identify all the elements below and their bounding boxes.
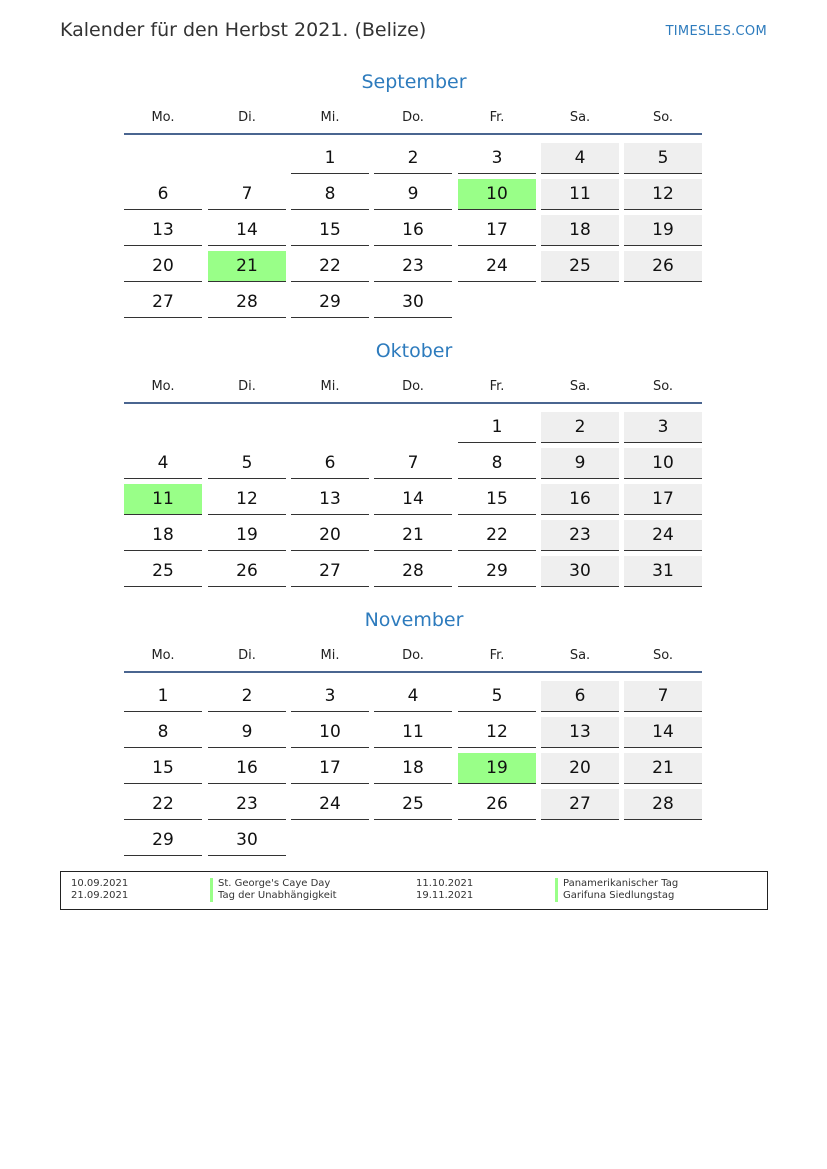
day-cell: 21 [374, 520, 452, 551]
month-title: November [364, 609, 464, 631]
day-cell: 17 [291, 753, 369, 784]
day-cell: 11 [541, 179, 619, 210]
weekday-label: Do. [402, 648, 424, 663]
day-cell: 19 [624, 215, 702, 246]
day-cell: 5 [208, 448, 286, 479]
day-cell: 8 [124, 717, 202, 748]
day-cell: 14 [208, 215, 286, 246]
day-cell: 22 [124, 789, 202, 820]
holiday-legend [60, 871, 768, 910]
day-cell: 30 [374, 287, 452, 318]
day-cell: 1 [124, 681, 202, 712]
day-cell: 21 [624, 753, 702, 784]
weekday-label: Do. [402, 110, 424, 125]
day-cell: 25 [124, 556, 202, 587]
day-cell: 19 [208, 520, 286, 551]
day-cell: 10 [624, 448, 702, 479]
weekday-label: Di. [238, 648, 256, 663]
legend-holiday-name: St. George's Caye Day [218, 878, 331, 889]
day-cell: 1 [291, 143, 369, 174]
day-cell: 12 [458, 717, 536, 748]
weekday-label: Mi. [320, 379, 340, 394]
weekday-label: Mo. [151, 379, 175, 394]
day-cell: 14 [374, 484, 452, 515]
day-cell: 8 [291, 179, 369, 210]
site-link[interactable]: TIMESLES.COM [665, 24, 767, 39]
day-cell: 28 [624, 789, 702, 820]
day-cell: 7 [624, 681, 702, 712]
day-cell: 2 [374, 143, 452, 174]
day-cell: 9 [208, 717, 286, 748]
legend-holiday-name: Tag der Unabhängigkeit [218, 890, 337, 901]
weekday-label: Sa. [569, 110, 591, 125]
holiday-day-cell: 19 [458, 753, 536, 784]
day-cell: 23 [208, 789, 286, 820]
day-cell: 23 [374, 251, 452, 282]
page-title: Kalender für den Herbst 2021. (Belize) [60, 19, 427, 41]
holiday-day-cell: 21 [208, 251, 286, 282]
day-cell: 4 [541, 143, 619, 174]
weekday-label: Fr. [489, 379, 505, 394]
holiday-color-marker [555, 890, 558, 902]
day-cell: 29 [458, 556, 536, 587]
day-cell: 22 [291, 251, 369, 282]
day-cell: 17 [458, 215, 536, 246]
day-cell: 25 [374, 789, 452, 820]
day-cell: 2 [541, 412, 619, 443]
header-divider [124, 671, 702, 673]
day-cell: 29 [291, 287, 369, 318]
weekday-label: Do. [402, 379, 424, 394]
day-cell: 6 [291, 448, 369, 479]
weekday-label: Mi. [320, 648, 340, 663]
day-cell: 15 [458, 484, 536, 515]
day-cell: 17 [624, 484, 702, 515]
weekday-label: Di. [238, 110, 256, 125]
day-cell: 23 [541, 520, 619, 551]
legend-date: 11.10.2021 [416, 878, 474, 889]
holiday-day-cell: 10 [458, 179, 536, 210]
day-cell: 26 [458, 789, 536, 820]
day-cell: 5 [458, 681, 536, 712]
day-cell: 31 [624, 556, 702, 587]
weekday-label: So. [652, 110, 674, 125]
day-cell: 16 [541, 484, 619, 515]
day-cell: 28 [208, 287, 286, 318]
day-cell: 24 [291, 789, 369, 820]
weekday-header [124, 379, 704, 399]
day-cell: 14 [624, 717, 702, 748]
day-cell: 29 [124, 825, 202, 856]
month-title: Oktober [375, 340, 453, 362]
day-cell: 1 [458, 412, 536, 443]
day-cell: 3 [458, 143, 536, 174]
day-cell: 26 [208, 556, 286, 587]
day-cell: 30 [208, 825, 286, 856]
day-cell: 25 [541, 251, 619, 282]
day-cell: 27 [541, 789, 619, 820]
day-cell: 3 [291, 681, 369, 712]
legend-holiday-name: Panamerikanischer Tag [563, 878, 679, 889]
weekday-header [124, 648, 704, 668]
weekday-label: Di. [238, 379, 256, 394]
day-cell: 3 [624, 412, 702, 443]
day-cell: 20 [124, 251, 202, 282]
day-cell: 9 [541, 448, 619, 479]
header-divider [124, 133, 702, 135]
day-cell: 11 [374, 717, 452, 748]
day-cell: 7 [208, 179, 286, 210]
legend-date: 19.11.2021 [416, 890, 474, 901]
day-cell: 24 [624, 520, 702, 551]
day-cell: 7 [374, 448, 452, 479]
day-cell: 20 [541, 753, 619, 784]
day-cell: 4 [374, 681, 452, 712]
holiday-color-marker [210, 878, 213, 890]
day-cell: 16 [208, 753, 286, 784]
day-cell: 6 [541, 681, 619, 712]
day-cell: 13 [291, 484, 369, 515]
day-cell: 13 [124, 215, 202, 246]
day-cell: 10 [291, 717, 369, 748]
weekday-label: Mo. [151, 110, 175, 125]
legend-date: 10.09.2021 [71, 878, 129, 889]
day-cell: 20 [291, 520, 369, 551]
day-cell: 4 [124, 448, 202, 479]
day-cell: 26 [624, 251, 702, 282]
day-cell: 12 [624, 179, 702, 210]
day-cell: 12 [208, 484, 286, 515]
weekday-label: Fr. [489, 110, 505, 125]
legend-date: 21.09.2021 [71, 890, 129, 901]
weekday-label: So. [652, 648, 674, 663]
weekday-header [124, 110, 704, 130]
weekday-label: Sa. [569, 379, 591, 394]
weekday-label: Mi. [320, 110, 340, 125]
month-title: September [361, 71, 467, 93]
day-cell: 27 [124, 287, 202, 318]
day-cell: 28 [374, 556, 452, 587]
day-cell: 15 [291, 215, 369, 246]
header-divider [124, 402, 702, 404]
day-cell: 13 [541, 717, 619, 748]
weekday-label: So. [652, 379, 674, 394]
day-cell: 2 [208, 681, 286, 712]
day-cell: 22 [458, 520, 536, 551]
day-cell: 6 [124, 179, 202, 210]
weekday-label: Fr. [489, 648, 505, 663]
day-cell: 24 [458, 251, 536, 282]
day-cell: 30 [541, 556, 619, 587]
day-cell: 5 [624, 143, 702, 174]
day-cell: 9 [374, 179, 452, 210]
day-cell: 27 [291, 556, 369, 587]
day-cell: 18 [541, 215, 619, 246]
holiday-color-marker [210, 890, 213, 902]
weekday-label: Sa. [569, 648, 591, 663]
day-cell: 8 [458, 448, 536, 479]
legend-holiday-name: Garifuna Siedlungstag [563, 890, 675, 901]
holiday-day-cell: 11 [124, 484, 202, 515]
day-cell: 18 [374, 753, 452, 784]
day-cell: 18 [124, 520, 202, 551]
holiday-color-marker [555, 878, 558, 890]
day-cell: 15 [124, 753, 202, 784]
weekday-label: Mo. [151, 648, 175, 663]
day-cell: 16 [374, 215, 452, 246]
